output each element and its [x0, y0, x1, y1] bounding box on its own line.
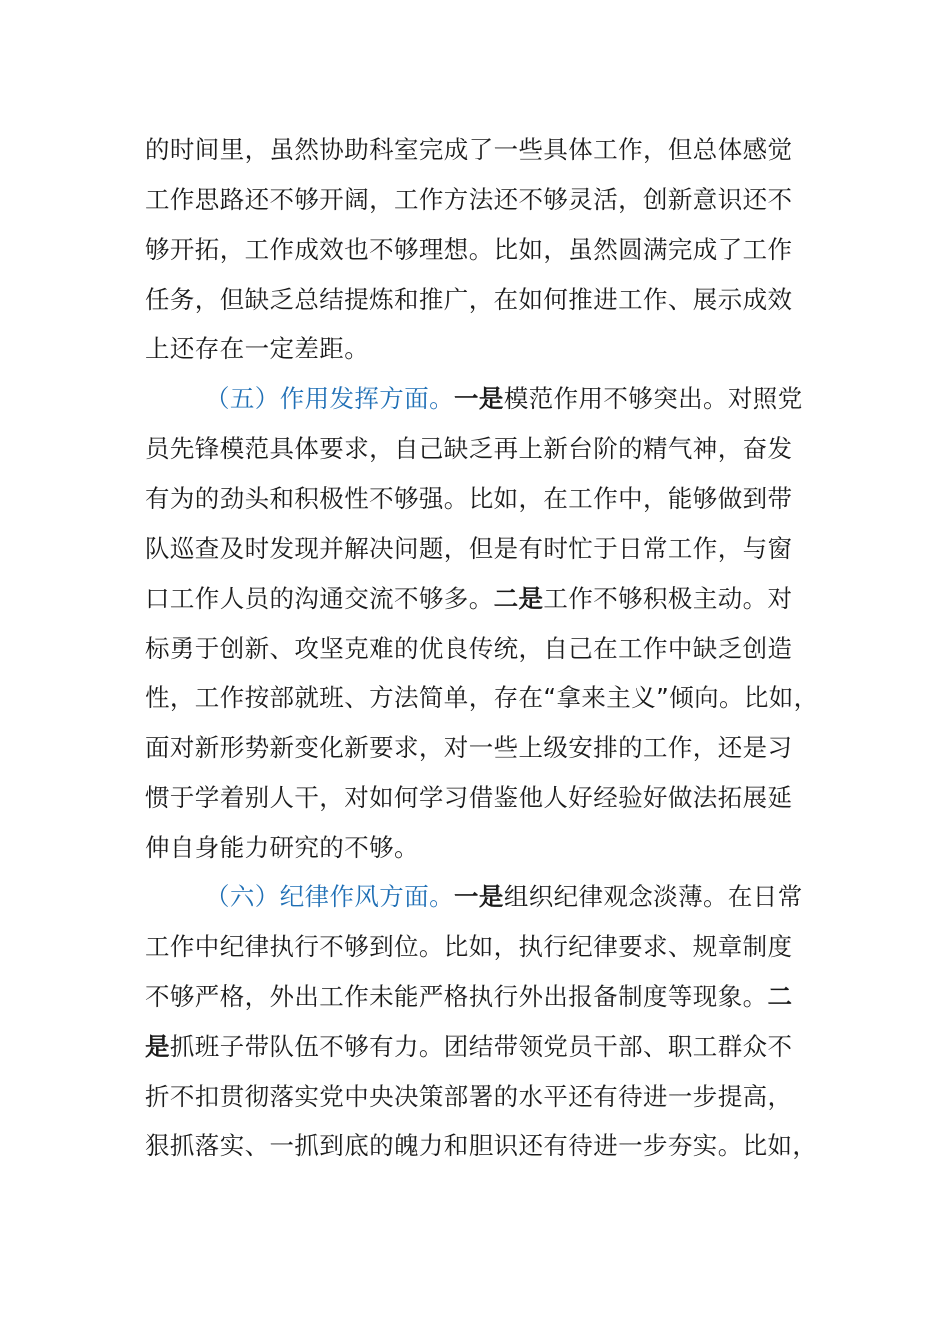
body-text-line: 上还存在一定差距。: [145, 334, 370, 363]
body-text: 口工作人员的沟通交流不够多。: [145, 584, 494, 613]
body-text: 工作不够积极主动。对: [543, 584, 793, 613]
body-text-line: 惯于学着别人干，对如何学习借鉴他人好经验好做法拓展延: [145, 783, 793, 812]
section-heading: （五）作用发挥方面。: [205, 384, 454, 413]
body-text: 模范作用不够突出。对照党: [503, 384, 803, 413]
section-heading: （六）纪律作风方面。: [205, 882, 454, 911]
body-text-line: 工作中纪律执行不够到位。比如，执行纪律要求、规章制度: [145, 932, 793, 961]
point-marker: 二是: [493, 584, 544, 613]
body-text-line: 有为的劲头和积极性不够强。比如，在工作中，能够做到带: [145, 484, 793, 513]
point-marker: 是: [145, 1032, 170, 1061]
body-text-line: 员先锋模范具体要求，自己缺乏再上新台阶的精气神，奋发: [145, 434, 793, 463]
body-text-line: 性，工作按部就班、方法简单，存在“拿来主义”倾向。比如，: [145, 683, 819, 712]
body-text-line: 的时间里，虽然协助科室完成了一些具体工作，但总体感觉: [145, 135, 793, 164]
body-text-line: 够开拓，工作成效也不够理想。比如，虽然圆满完成了工作: [145, 235, 793, 264]
body-text: 抓班子带队伍不够有力。团结带领党员干部、职工群众不: [169, 1032, 793, 1061]
body-text-line: [145, 977, 792, 1017]
body-text-line: 折不扣贯彻落实党中央决策部署的水平还有待进一步提高，: [145, 1082, 793, 1111]
body-text-line: 面对新形势新变化新要求，对一些上级安排的工作，还是习: [145, 733, 793, 762]
point-marker: 一是: [454, 384, 504, 413]
body-text-line: [145, 1027, 792, 1067]
body-text-line: 工作思路还不够开阔，工作方法还不够灵活，创新意识还不: [145, 185, 793, 214]
body-text: 不够严格，外出工作未能严格执行外出报备制度等现象。: [145, 982, 768, 1011]
body-text-line: 狠抓落实、一抓到底的魄力和胆识还有待进一步夯实。比如，: [145, 1131, 818, 1160]
body-text: 组织纪律观念淡薄。在日常: [503, 882, 803, 911]
point-marker: 一是: [454, 882, 504, 911]
body-text-line: 队巡查及时发现并解决问题，但是有时忙于日常工作，与窗: [145, 534, 793, 563]
point-marker: 二: [767, 982, 793, 1011]
body-text-line: 标勇于创新、攻坚克难的优良传统，自己在工作中缺乏创造: [145, 634, 793, 663]
section-first-line: [205, 379, 803, 419]
body-text-line: 伸自身能力研究的不够。: [145, 833, 419, 862]
body-text-line: 任务，但缺乏总结提炼和推广，在如何推进工作、展示成效: [145, 285, 793, 314]
body-text-line: [145, 579, 792, 619]
section-first-line: [205, 877, 803, 917]
